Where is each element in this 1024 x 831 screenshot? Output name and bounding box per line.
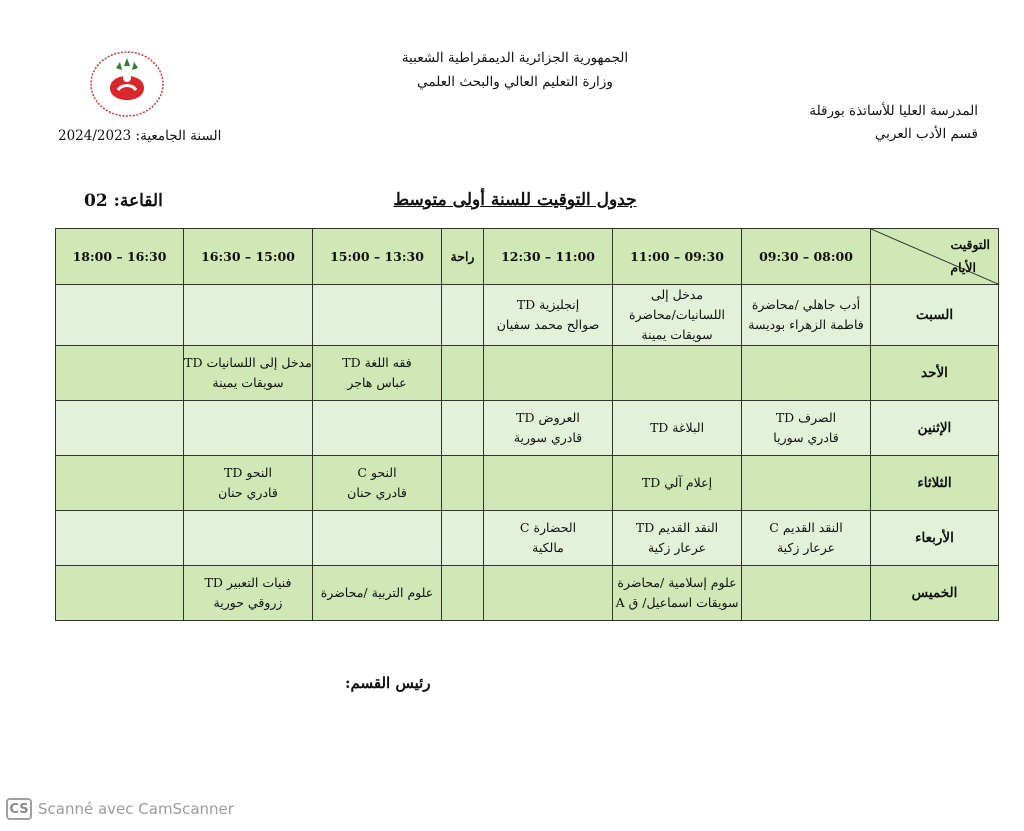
schedule-cell bbox=[613, 456, 742, 511]
time-slot-header: 09:30 – 11:00 bbox=[613, 229, 742, 285]
cell-text: قادري حنان bbox=[218, 485, 278, 500]
cell-text: مالكية bbox=[532, 540, 564, 555]
cell-text: قادري حنان bbox=[347, 485, 407, 500]
schedule-cell bbox=[613, 401, 742, 456]
cell-text: أدب جاهلي /محاضرة bbox=[751, 297, 861, 312]
day-row bbox=[56, 511, 999, 566]
schedule-cell bbox=[742, 566, 871, 621]
corner-time-label: التوقيت bbox=[950, 237, 990, 252]
schedule-cell bbox=[742, 285, 871, 346]
time-slot-header: 13:30 – 15:00 bbox=[313, 229, 442, 285]
time-slot-header: 11:00 – 12:30 bbox=[484, 229, 613, 285]
cell-text: فاطمة الزهراء بوديسة bbox=[748, 317, 864, 332]
department-head-signature: رئيس القسم: bbox=[345, 674, 431, 692]
time-slot-header: 15:00 – 16:30 bbox=[184, 229, 313, 285]
republic-line: الجمهورية الجزائرية الديمقراطية الشعبية bbox=[401, 50, 629, 66]
schedule-cell bbox=[442, 566, 484, 621]
day-row bbox=[56, 566, 999, 621]
schedule-cell bbox=[484, 456, 613, 511]
schedule-cell bbox=[442, 346, 484, 401]
cell-text: فنيات التعبير TD bbox=[204, 575, 292, 590]
cell-text: مدخل إلى اللسانيات TD bbox=[184, 355, 312, 370]
schedule-cell bbox=[184, 285, 313, 346]
schedule-cell bbox=[613, 285, 742, 346]
time-slot-header: 16:30 – 18:00 bbox=[56, 229, 184, 285]
schedule-cell bbox=[313, 511, 442, 566]
day-row bbox=[56, 285, 999, 346]
time-slot-header: راحة bbox=[442, 229, 484, 285]
cell-text: عرعار زكية bbox=[776, 540, 836, 555]
cell-text: عرعار زكية bbox=[647, 540, 707, 555]
day-label: الأحد bbox=[871, 346, 999, 401]
schedule-cell bbox=[742, 401, 871, 456]
schedule-cell bbox=[56, 511, 184, 566]
camscanner-text: Scanné avec CamScanner bbox=[38, 800, 234, 818]
schedule-cell bbox=[613, 511, 742, 566]
header-right bbox=[809, 100, 978, 146]
camscanner-icon: CS bbox=[6, 798, 32, 820]
cell-text: إعلام آلي TD bbox=[641, 475, 713, 490]
cell-text: سويقات اسماعيل/ ق A bbox=[615, 595, 739, 610]
school-logo bbox=[88, 48, 166, 118]
day-label: الأربعاء bbox=[871, 511, 999, 566]
schedule-cell bbox=[484, 511, 613, 566]
schedule-title bbox=[330, 190, 700, 210]
time-slot-header: 08:00 – 09:30 bbox=[742, 229, 871, 285]
schedule-cell bbox=[313, 456, 442, 511]
schedule-cell bbox=[56, 401, 184, 456]
schedule-cell bbox=[742, 456, 871, 511]
cell-text: النقد القديم TD bbox=[635, 520, 719, 535]
day-label: الخميس bbox=[871, 566, 999, 621]
corner-days-label: الأيام bbox=[950, 260, 976, 275]
schedule-cell bbox=[313, 346, 442, 401]
cell-text: صوالح محمد سفيان bbox=[496, 317, 600, 332]
cell-text: قادري سورية bbox=[513, 430, 583, 445]
cell-text: النحو TD bbox=[224, 465, 272, 480]
cell-text: الصرف TD bbox=[775, 410, 837, 425]
room-label: القاعة: 02 bbox=[84, 191, 163, 211]
day-label: الإثنين bbox=[871, 401, 999, 456]
schedule-cell bbox=[484, 401, 613, 456]
schedule-cell bbox=[184, 511, 313, 566]
cell-text: النقد القديم C bbox=[769, 520, 843, 535]
ministry-line: وزارة التعليم العالي والبحث العلمي bbox=[417, 74, 613, 90]
schedule-cell bbox=[613, 346, 742, 401]
day-label: السبت bbox=[871, 285, 999, 346]
schedule-cell bbox=[442, 511, 484, 566]
schedule-cell bbox=[56, 566, 184, 621]
day-row bbox=[56, 401, 999, 456]
header-center bbox=[330, 46, 700, 94]
schedule-cell bbox=[742, 346, 871, 401]
header-row bbox=[56, 229, 999, 285]
schedule-cell bbox=[484, 285, 613, 346]
cell-text: قادري سوريا bbox=[773, 430, 839, 445]
schedule-cell bbox=[184, 456, 313, 511]
cell-text: علوم التربية /محاضرة bbox=[320, 585, 434, 600]
cell-text: إنجليزية TD bbox=[516, 297, 580, 312]
schedule-cell bbox=[56, 285, 184, 346]
schedule-cell bbox=[184, 566, 313, 621]
cell-text: مدخل إلى bbox=[650, 287, 704, 302]
cell-text: النحو C bbox=[357, 465, 397, 480]
schedule-cell bbox=[56, 456, 184, 511]
schedule-cell bbox=[484, 566, 613, 621]
cell-text: الحضارة C bbox=[519, 520, 577, 535]
cell-text: عباس هاجر bbox=[347, 375, 407, 390]
schedule-cell bbox=[313, 401, 442, 456]
cell-text: العروض TD bbox=[516, 410, 580, 425]
day-row bbox=[56, 456, 999, 511]
cell-text: فقه اللغة TD bbox=[342, 355, 412, 370]
schedule-cell bbox=[484, 346, 613, 401]
schedule-cell bbox=[442, 456, 484, 511]
schedule-cell bbox=[313, 566, 442, 621]
schedule-table bbox=[55, 228, 999, 621]
day-row bbox=[56, 346, 999, 401]
schedule-cell bbox=[613, 566, 742, 621]
schedule-cell bbox=[742, 511, 871, 566]
schedule-cell bbox=[442, 285, 484, 346]
schedule-cell bbox=[313, 285, 442, 346]
cell-text: سويقات يمينة bbox=[641, 327, 713, 342]
academic-year: السنة الجامعية: 2024/2023 bbox=[58, 128, 222, 144]
cell-text: اللسانيات/محاضرة bbox=[628, 307, 726, 322]
schedule-cell bbox=[184, 346, 313, 401]
department-name: قسم الأدب العربي bbox=[874, 126, 978, 142]
cell-text: سويقات يمينة bbox=[212, 375, 284, 390]
cell-text: علوم إسلامية /محاضرة bbox=[617, 575, 737, 590]
schedule-cell bbox=[56, 346, 184, 401]
cell-text: زروقي حورية bbox=[213, 595, 283, 610]
cell-text: البلاغة TD bbox=[649, 420, 705, 435]
day-label: الثلاثاء bbox=[871, 456, 999, 511]
schedule-title-text: جدول التوقيت للسنة أولى متوسط bbox=[393, 190, 637, 210]
schedule-cell bbox=[184, 401, 313, 456]
schedule-cell bbox=[442, 401, 484, 456]
corner-cell bbox=[871, 229, 999, 285]
camscanner-watermark bbox=[6, 798, 234, 820]
school-name: المدرسة العليا للأساتذة بورقلة bbox=[809, 103, 978, 119]
